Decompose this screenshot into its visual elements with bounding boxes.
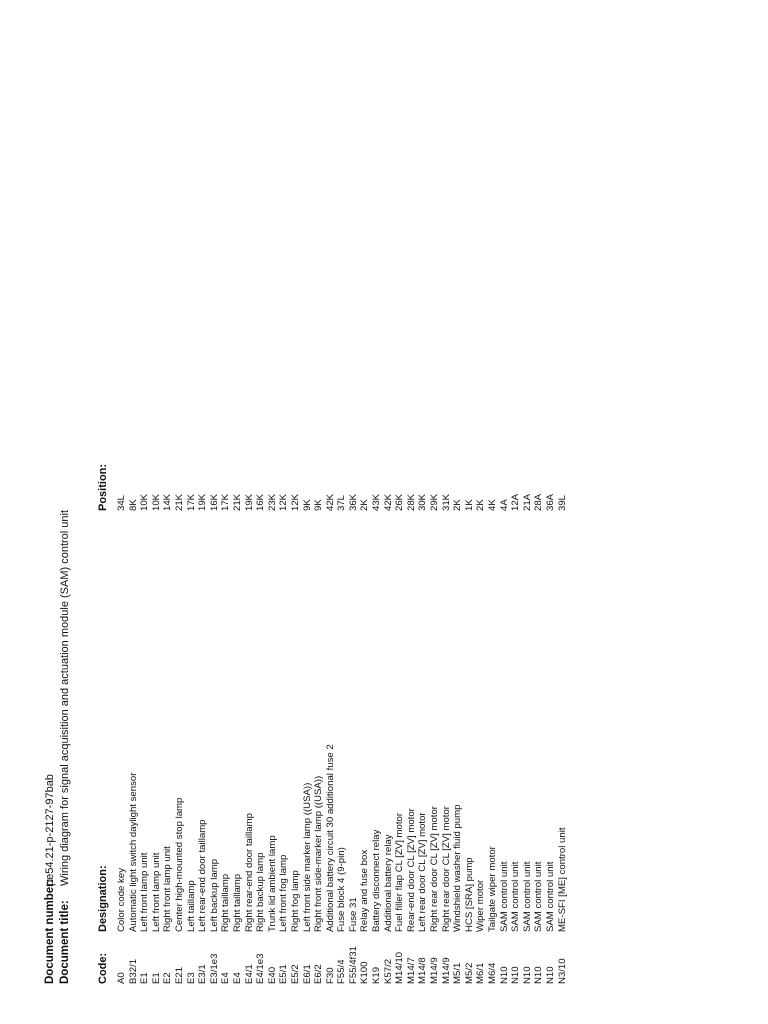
row-position: 2K [475,499,487,511]
row-code: E1 [139,972,151,984]
table-row [255,0,267,1024]
table-row [174,0,186,1024]
table-row [441,0,453,1024]
row-code: F30 [324,967,336,984]
row-designation: Left front side marker lamp ((USA)) [301,782,313,932]
row-position: 19K [197,493,209,511]
row-code: E4 [220,972,232,984]
table-row [267,0,279,1024]
doc-title-value: Wiring diagram for signal acquisition and actuation module (SAM) control unit [59,509,71,886]
row-code: E40 [266,966,278,984]
table-row [475,0,487,1024]
row-designation: Left backup lamp [208,858,220,932]
table-row [406,0,418,1024]
row-designation: Right rear door CL [ZV] motor [429,805,441,932]
row-designation: ME-SFI [ME] control unit [556,827,568,932]
row-code: N3/10 [556,958,568,984]
row-designation: Right front side-marker lamp ((USA)) [313,775,325,932]
doc-title-label: Document title: [59,900,71,984]
table-row [464,0,476,1024]
row-designation: SAM control unit [510,861,522,932]
doc-number-value: pe54.21-p-2127-97bab [44,774,56,886]
row-code: E2 [162,972,174,984]
row-designation: Color code key [116,868,127,932]
row-code: F55/4f31 [347,946,359,984]
row-position: 17K [185,493,197,511]
row-position: 12A [510,493,522,511]
column-header-designation: Designation: [97,865,109,932]
row-code: N10 [521,966,533,984]
row-designation: Automatic light switch daylight sensor [127,772,139,932]
row-code: N10 [498,966,510,984]
table-row [522,0,534,1024]
row-designation: Tailgate wiper motor [487,846,498,932]
row-code: F55/4 [336,959,348,984]
row-code: E5/1 [278,964,290,984]
table-row [510,0,522,1024]
row-designation: SAM control unit [521,861,533,932]
row-designation: Fuse block 4 (9-pin) [336,847,348,932]
row-designation: HCS [SRA] pump [463,857,475,932]
table-row [487,0,499,1024]
table-row [302,0,314,1024]
table-row [290,0,302,1024]
row-position: 21A [521,493,533,511]
table-row [197,0,209,1024]
table-row [348,0,360,1024]
row-position: 23K [266,493,278,511]
row-code: E6/1 [301,964,313,984]
row-designation: SAM control unit [498,861,510,932]
row-position: 17K [220,493,232,511]
row-designation: Relay and fuse box [359,849,371,932]
row-position: 42K [324,493,336,511]
row-position: 19K [243,493,255,511]
row-position: 29K [429,493,441,511]
table-row [128,0,140,1024]
row-designation: Rear-end door CL [ZV] motor [405,808,417,932]
row-code: E4 [231,972,243,984]
row-code: E3/1 [197,964,209,984]
row-position: 43K [371,493,383,511]
row-designation: Right taillamp [231,873,243,932]
row-position: 1K [463,499,475,511]
row-code: E3 [185,972,197,984]
table-row [186,0,198,1024]
row-code: E5/2 [289,964,301,984]
row-code: K57/2 [382,958,394,984]
table-row [313,0,325,1024]
row-position: 39L [556,494,568,511]
row-code: N10 [533,966,545,984]
row-position: 10K [139,493,151,511]
table-row [429,0,441,1024]
row-code: K19 [371,966,383,984]
row-position: 28A [533,493,545,511]
table-row [371,0,383,1024]
row-code: M5/1 [452,962,464,984]
row-designation: Battery disconnect relay [371,829,383,932]
column-header-code: Code: [97,952,109,984]
row-code: M6/1 [475,962,487,984]
row-designation: Right taillamp [220,873,232,932]
doc-number-label: Document number: [44,878,56,984]
row-position: 21K [173,493,185,511]
row-code: N10 [544,966,556,984]
row-designation: Left taillamp [185,880,197,932]
row-designation: Wiper motor [475,879,487,932]
row-position: 42K [382,493,394,511]
table-row [139,0,151,1024]
row-designation: Left front fog lamp [278,854,290,932]
row-position: 26K [394,493,406,511]
table-row [278,0,290,1024]
row-designation: Right backup lamp [255,852,267,932]
row-position: 36K [347,493,359,511]
row-code: M14/7 [405,957,417,984]
table-row [557,0,569,1024]
table-row [383,0,395,1024]
row-code: E21 [173,966,185,984]
row-position: 34L [116,494,127,511]
row-code: M14/9 [429,957,441,984]
table-row [336,0,348,1024]
table-row [325,0,337,1024]
row-position: 30K [417,493,429,511]
row-designation: Right rear-end door taillamp [243,813,255,932]
table-row [533,0,545,1024]
row-position: 31K [440,493,452,511]
table-row [151,0,163,1024]
row-position: 16K [255,493,267,511]
row-code: M5/2 [463,962,475,984]
component-list [116,0,568,1024]
row-designation: Additional battery circuit 30 additional fuse 2 [324,744,336,932]
row-code: A0 [116,972,127,984]
row-position: 14K [162,493,174,511]
row-code: M14/10 [394,952,406,984]
table-row [232,0,244,1024]
row-position: 36A [544,493,556,511]
row-code: E3/1e3 [208,953,220,984]
row-position: 8K [127,499,139,511]
row-position: 12K [278,493,290,511]
row-code: N10 [510,966,522,984]
table-row [452,0,464,1024]
table-row [209,0,221,1024]
row-designation: Right rear door CL [ZV] motor [440,805,452,932]
row-designation: Center high-mounted stop lamp [173,797,185,932]
table-row [116,0,128,1024]
row-designation: Left rear-end door taillamp [197,819,209,932]
row-code: K100 [359,961,371,984]
row-designation: Additional battery relay [382,834,394,932]
table-row [499,0,511,1024]
row-designation: Fuel filler flap CL [ZV] motor [394,812,406,932]
row-code: M14/9 [440,957,452,984]
column-header-position: Position: [97,463,109,511]
table-row [417,0,429,1024]
row-code: M14/8 [417,957,429,984]
table-row [162,0,174,1024]
row-position: 21K [231,493,243,511]
row-position: 10K [150,493,162,511]
row-position: 2K [452,499,464,511]
row-position: 4K [487,499,498,511]
row-code: M6/4 [487,962,498,984]
row-position: 2K [359,499,371,511]
row-code: E1 [150,972,162,984]
row-designation: Trunk lid ambient lamp [266,835,278,932]
row-code: E4/1e3 [255,953,267,984]
row-code: B32/1 [127,958,139,984]
row-designation: Windshield washer fluid pump [452,804,464,932]
row-designation: Left front lamp unit [150,852,162,932]
row-position: 37L [336,494,348,511]
row-designation: Right front lamp unit [162,846,174,932]
table-row [359,0,371,1024]
table-row [394,0,406,1024]
row-position: 9K [313,499,325,511]
row-designation: SAM control unit [544,861,556,932]
table-row [244,0,256,1024]
table-row [545,0,557,1024]
row-designation: Right fog lamp [289,870,301,932]
row-designation: Left rear door CL [ZV] motor [417,812,429,932]
row-designation: SAM control unit [533,861,545,932]
table-row [220,0,232,1024]
row-position: 16K [208,493,220,511]
row-position: 28K [405,493,417,511]
row-position: 9K [301,499,313,511]
row-designation: Fuse 31 [347,897,359,932]
row-code: E6/2 [313,964,325,984]
row-designation: Left front lamp unit [139,852,151,932]
row-code: E4/1 [243,964,255,984]
row-position: 12K [289,493,301,511]
row-position: 4A [498,499,510,511]
